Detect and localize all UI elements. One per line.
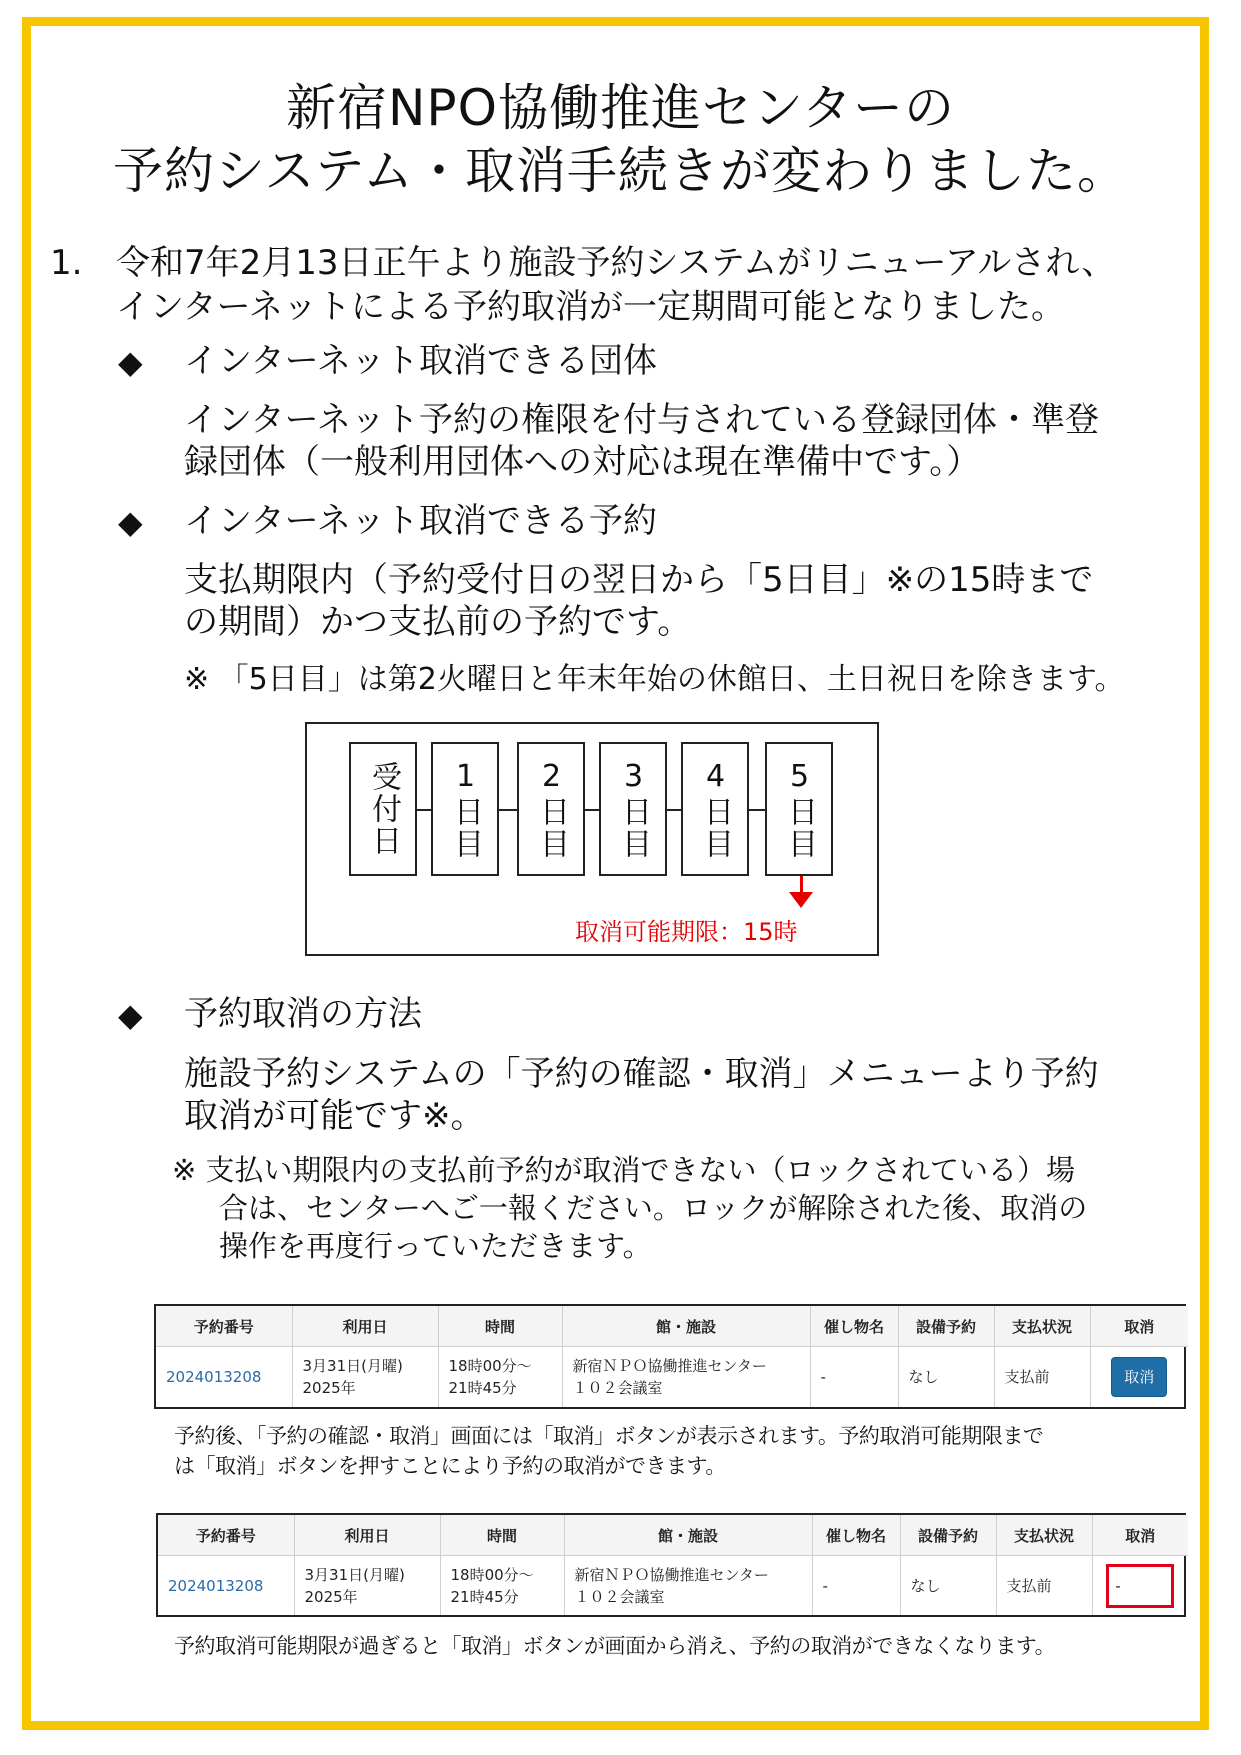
caption-after: 予約取消可能期限が過ぎると「取消」ボタンが画面から消え、予約の取消ができなくなります。: [174, 1634, 1056, 1658]
cancel-cell: [1092, 1556, 1188, 1616]
day-connector: [749, 809, 765, 811]
day-connector: [667, 809, 681, 811]
day-box-4: 4日目: [681, 742, 749, 876]
bullet-body-reservations-line2: の期間）かつ支払前の予約です。: [184, 602, 692, 642]
day-connector: [585, 809, 599, 811]
col-header-equipment: 設備予約: [900, 1515, 996, 1556]
section-text: [116, 241, 1241, 329]
page-title-line2: 予約システム・取消手続きが変わりました。: [113, 142, 1128, 200]
usage-time-line1: 18時00分～: [450, 1565, 534, 1584]
col-header-date: 利用日: [294, 1515, 440, 1556]
table-row: [158, 1556, 1188, 1616]
table-header-row: [156, 1306, 1188, 1347]
equipment-reservation: なし: [900, 1556, 996, 1616]
usage-date-line2: 2025年: [302, 1379, 356, 1397]
day-connector: [499, 809, 517, 811]
col-header-id: 予約番号: [158, 1515, 294, 1556]
table-row: [156, 1347, 1188, 1408]
reservation-id-link[interactable]: 2024013208: [156, 1347, 292, 1408]
bullet-body-organizations-line2: 録団体（一般利用団体への対応は現在準備中です。）: [184, 442, 981, 482]
day-box-2: 2日目: [517, 742, 585, 876]
day-box-3: 3日目: [599, 742, 667, 876]
facility-line2: １０２会議室: [574, 1587, 665, 1606]
usage-time-line2: 21時45分: [450, 1587, 519, 1606]
section-text-line1: 令和7年2月13日正午より施設予約システムがリニューアルされ、: [116, 243, 1116, 283]
usage-date: [292, 1347, 438, 1408]
table-header-row: [158, 1515, 1188, 1556]
bullet-body-organizations-line1: インターネット予約の権限を付与されている登録団体・準登: [184, 400, 1099, 440]
usage-time: [440, 1556, 564, 1616]
cancel-button[interactable]: 取消: [1111, 1357, 1167, 1397]
usage-date-line1: 3月31日(月曜): [302, 1357, 403, 1375]
usage-time-line2: 21時45分: [448, 1379, 517, 1397]
col-header-facility: 館・施設: [564, 1515, 812, 1556]
bullet-body-method-line2: 取消が可能です※。: [184, 1096, 485, 1136]
cancel-cell: [1090, 1347, 1188, 1408]
day-count-note: ※ 「5日目」は第2火曜日と年末年始の休館日、土日祝日を除きます。: [184, 662, 1125, 697]
bullet-heading-reservations: インターネット取消できる予約: [184, 501, 657, 541]
facility-line2: １０２会議室: [572, 1379, 663, 1397]
col-header-facility: 館・施設: [562, 1306, 810, 1347]
section-number: 1.: [50, 243, 83, 283]
deadline-diagram: [305, 722, 879, 956]
cancel-deadline-label: 取消可能期限：15時: [575, 918, 798, 946]
diamond-bullet-icon: ◆: [118, 503, 143, 541]
lock-note-line1: ※ 支払い期限内の支払前予約が取消できない（ロックされている）場: [172, 1153, 1075, 1187]
lock-note-line2: 合は、センターへご一報ください。ロックが解除された後、取消の: [219, 1191, 1088, 1225]
event-name: -: [810, 1347, 898, 1408]
day-box-reception: 受付日: [349, 742, 417, 876]
col-header-event: 催し物名: [810, 1306, 898, 1347]
event-name: -: [812, 1556, 900, 1616]
usage-time-line1: 18時00分～: [448, 1357, 532, 1375]
facility-line1: 新宿ＮＰＯ協働推進センター: [572, 1357, 767, 1375]
caption-before-line1: 予約後、「予約の確認・取消」画面には「取消」ボタンが表示されます。予約取消可能期限まで: [174, 1424, 1044, 1448]
col-header-event: 催し物名: [812, 1515, 900, 1556]
arrow-down-icon: [789, 892, 813, 908]
col-header-time: 時間: [440, 1515, 564, 1556]
col-header-payment: 支払状況: [996, 1515, 1092, 1556]
cancel-unavailable-highlight: -: [1106, 1564, 1174, 1608]
facility: [564, 1556, 812, 1616]
col-header-equipment: 設備予約: [898, 1306, 994, 1347]
facility-line1: 新宿ＮＰＯ協働推進センター: [574, 1565, 769, 1584]
col-header-cancel: 取消: [1092, 1515, 1188, 1556]
payment-status: 支払前: [996, 1556, 1092, 1616]
caption-before-line2: は「取消」ボタンを押すことにより予約の取消ができます。: [174, 1454, 726, 1478]
bullet-body-method-line1: 施設予約システムの「予約の確認・取消」メニューより予約: [184, 1054, 1099, 1094]
reservation-table-before: [154, 1304, 1186, 1409]
equipment-reservation: なし: [898, 1347, 994, 1408]
bullet-body-reservations-line1: 支払期限内（予約受付日の翌日から「5日目」※の15時まで: [184, 560, 1094, 600]
section-text-line2: インターネットによる予約取消が一定期間可能となりました。: [116, 287, 1065, 327]
day-box-1: 1日目: [431, 742, 499, 876]
diamond-bullet-icon: ◆: [118, 343, 143, 381]
usage-date: [294, 1556, 440, 1616]
reservation-table-after: [156, 1513, 1186, 1617]
lock-note-line3: 操作を再度行っていただきます。: [219, 1229, 652, 1263]
col-header-id: 予約番号: [156, 1306, 292, 1347]
col-header-cancel: 取消: [1090, 1306, 1188, 1347]
day-connector: [417, 809, 431, 811]
day-box-5: 5日目: [765, 742, 833, 876]
usage-date-line1: 3月31日(月曜): [304, 1565, 405, 1584]
col-header-time: 時間: [438, 1306, 562, 1347]
bullet-heading-organizations: インターネット取消できる団体: [184, 341, 657, 381]
bullet-heading-method: 予約取消の方法: [184, 994, 422, 1034]
col-header-date: 利用日: [292, 1306, 438, 1347]
usage-time: [438, 1347, 562, 1408]
col-header-payment: 支払状況: [994, 1306, 1090, 1347]
facility: [562, 1347, 810, 1408]
payment-status: 支払前: [994, 1347, 1090, 1408]
usage-date-line2: 2025年: [304, 1587, 358, 1606]
page-title-line1: 新宿NPO協働推進センターの: [286, 79, 955, 137]
reservation-id-link[interactable]: 2024013208: [158, 1556, 294, 1616]
diamond-bullet-icon: ◆: [118, 996, 143, 1034]
